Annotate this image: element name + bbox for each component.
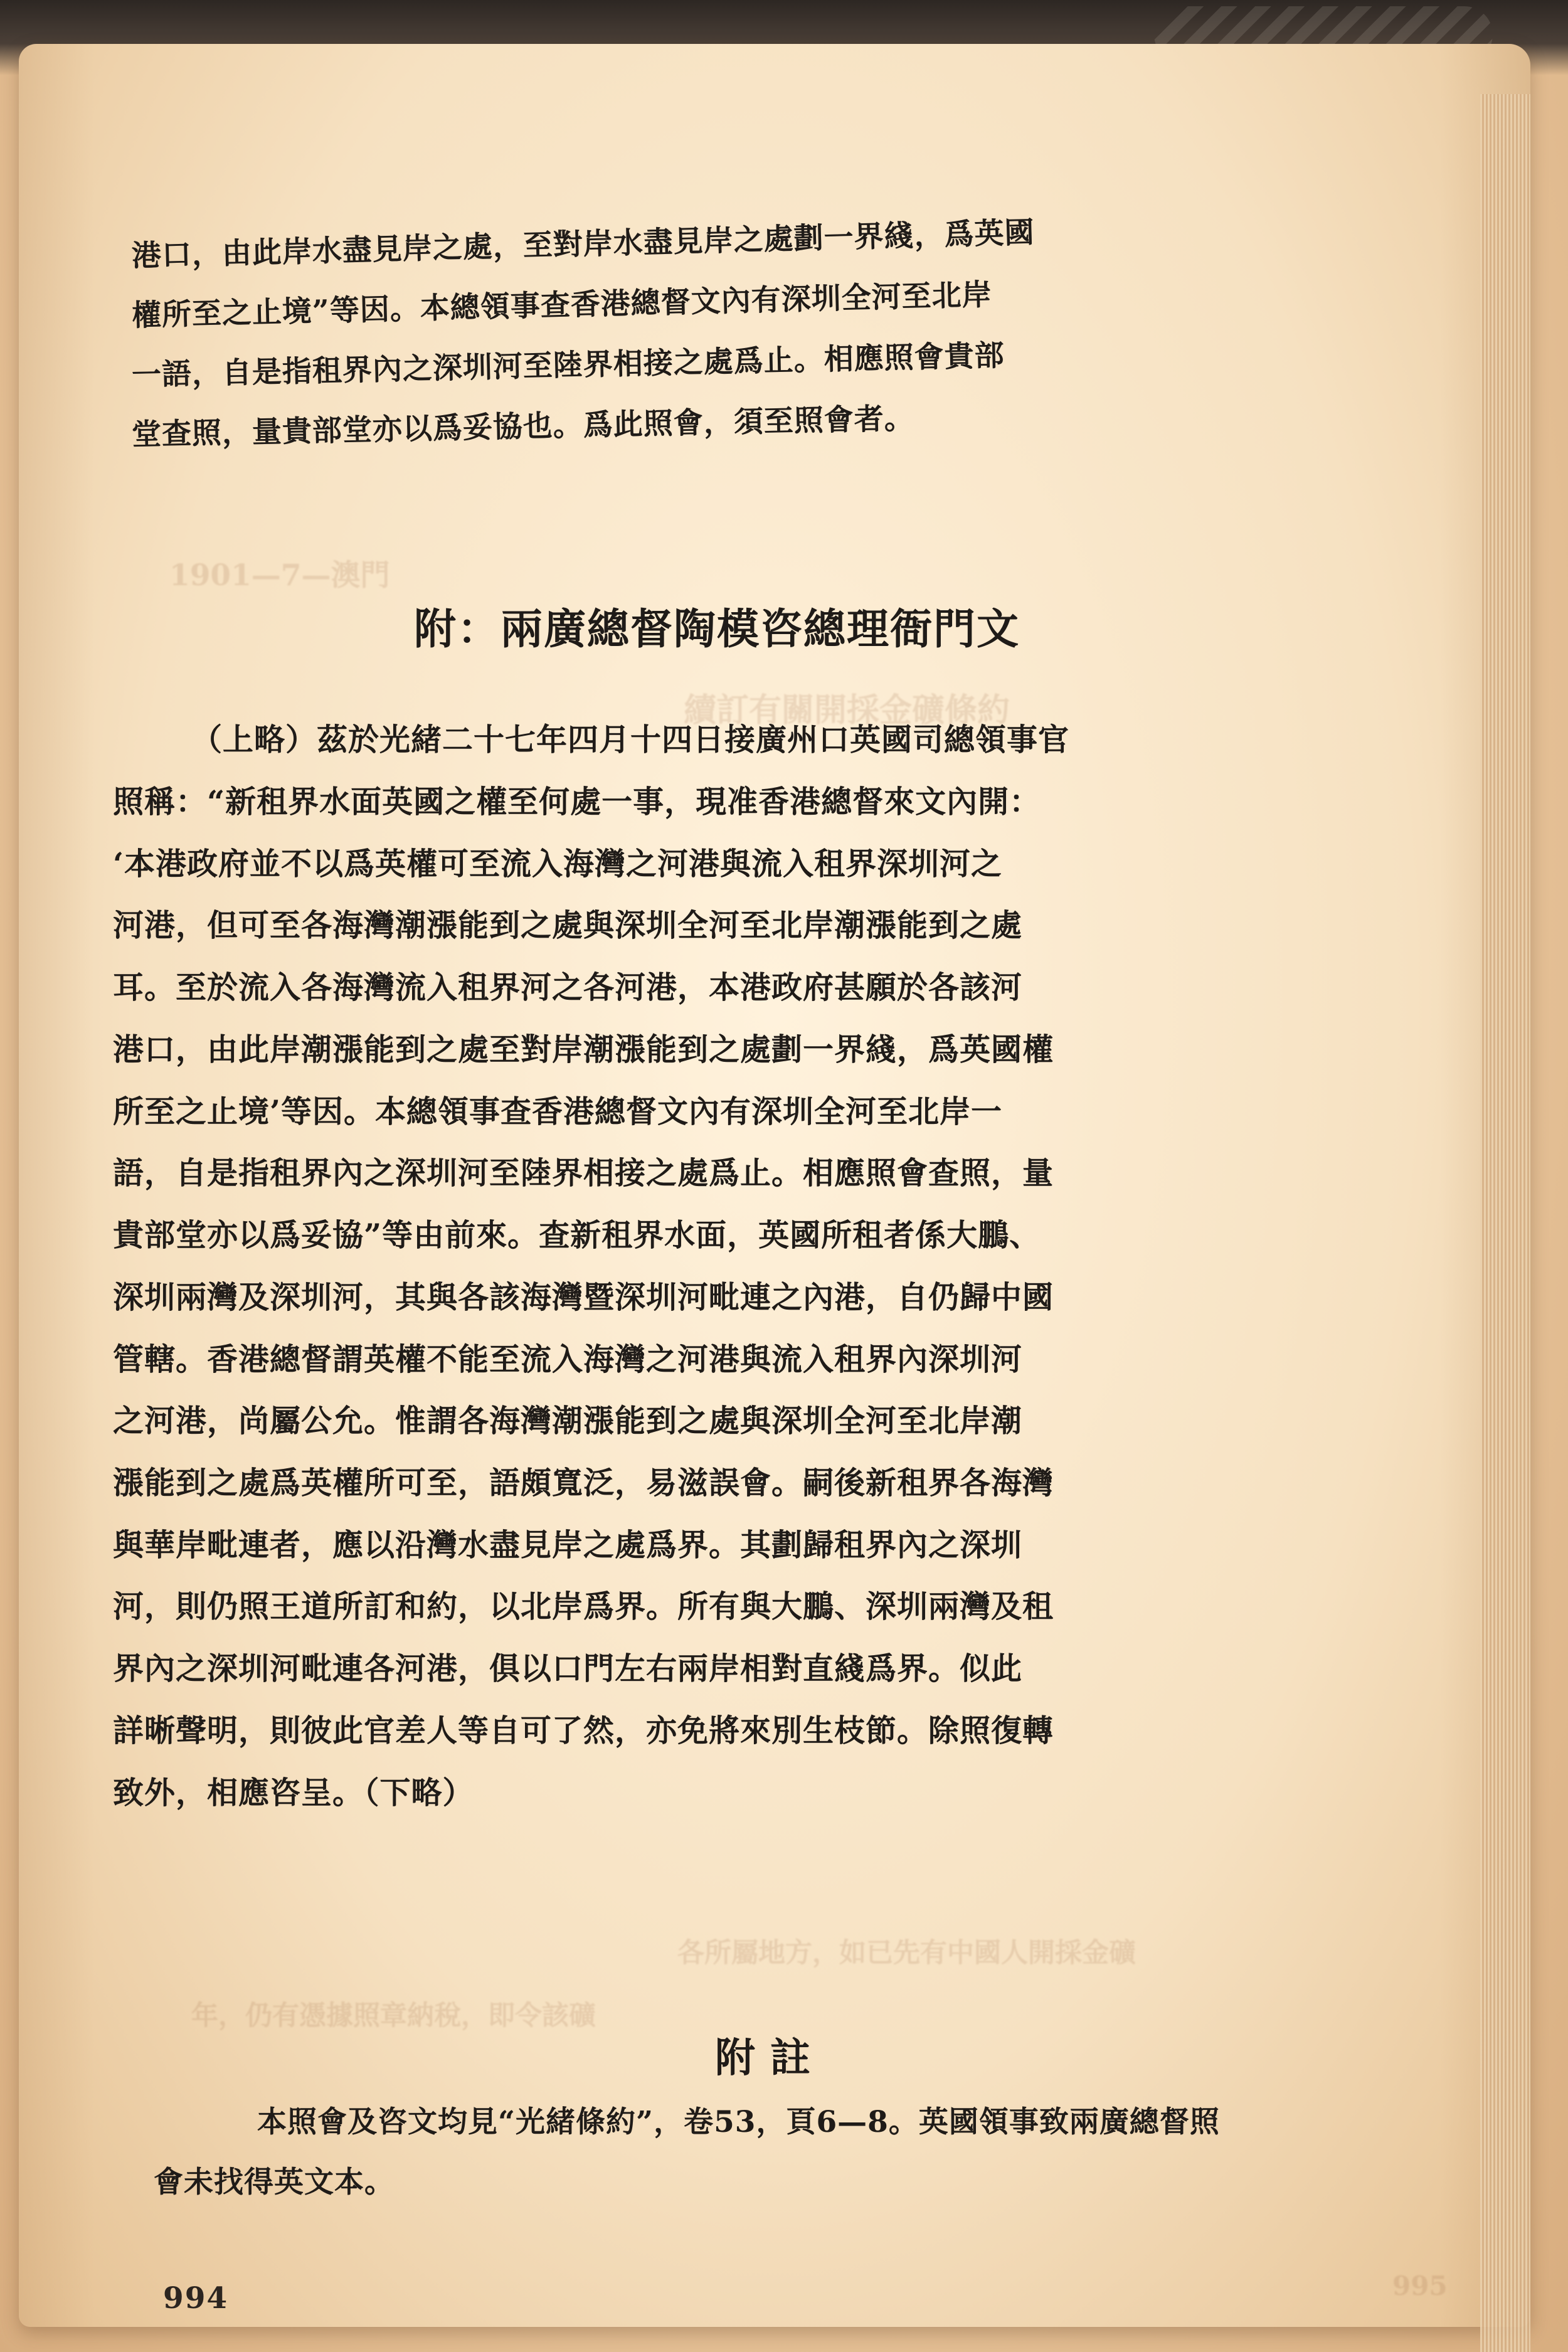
body-line-3: ‘本港政府並不以爲英權可至流入海灣之河港與流入租界深圳河之 — [113, 845, 1003, 882]
body-line-8: 語，自是指租界內之深圳河至陸界相接之處爲止。相應照會查照，量 — [113, 1155, 1054, 1191]
top-line-1: 港口，由此岸水盡見岸之處，至對岸水盡見岸之處劃一界綫，爲英國 — [131, 215, 1036, 273]
page-number: 994 — [163, 2281, 229, 2316]
show-through-page-number: 995 — [1392, 2270, 1448, 2301]
body-line-14: 與華岸毗連者，應以沿灣水盡見岸之處爲界。其劃歸租界內之深圳 — [113, 1527, 1023, 1563]
body-line-7: 所至之止境’等因。本總領事查香港總督文內有深圳全河至北岸一 — [113, 1093, 1003, 1130]
show-through-text: 各所屬地方，如已先有中國人開採金礦 — [677, 1937, 1136, 1969]
body-line-10: 深圳兩灣及深圳河，其與各該海灣暨深圳河毗連之內港，自仍歸中國 — [113, 1279, 1054, 1315]
body-line-5: 耳。至於流入各海灣流入租界河之各河港，本港政府甚願於各該河 — [113, 969, 1023, 1005]
show-through-text: 1901—7—澳門 — [169, 558, 390, 593]
appendix-title: 附：兩廣總督陶模咨總理衙門文 — [414, 604, 1020, 654]
notes-line-2: 會未找得英文本。 — [154, 2165, 395, 2200]
top-line-4: 堂查照，量貴部堂亦以爲妥協也。爲此照會，須至照會者。 — [131, 401, 915, 452]
body-line-12: 之河港，尚屬公允。惟謂各海灣潮漲能到之處與深圳全河至北岸潮 — [113, 1402, 1023, 1439]
body-line-9: 貴部堂亦以爲妥協”等由前來。查新租界水面，英國所租者係大鵬、 — [113, 1217, 1041, 1253]
body-line-13: 漲能到之處爲英權所可至，語頗寬泛，易滋誤會。嗣後新租界各海灣 — [113, 1465, 1054, 1501]
body-line-16: 界內之深圳河毗連各河港，俱以口門左右兩岸相對直綫爲界。似此 — [113, 1650, 1023, 1687]
show-through-text: 年，仍有憑據照章納稅，即令該礦 — [191, 2000, 596, 2032]
notes-title: 附註 — [715, 2035, 825, 2082]
body-line-6: 港口，由此岸潮漲能到之處至對岸潮漲能到之處劃一界綫，爲英國權 — [113, 1031, 1054, 1067]
body-line-4: 河港，但可至各海灣潮漲能到之處與深圳全河至北岸潮漲能到之處 — [113, 907, 1023, 943]
top-line-3: 一語，自是指租界內之深圳河至陸界相接之處爲止。相應照會貴部 — [131, 338, 1005, 393]
body-line-15: 河，則仍照王道所訂和約，以北岸爲界。所有與大鵬、深圳兩灣及租 — [113, 1588, 1054, 1624]
body-line-2: 照稱：“新租界水面英國之權至何處一事，現准香港總督來文內開： — [113, 783, 1041, 820]
body-line-17: 詳晰聲明，則彼此官差人等自可了然，亦免將來別生枝節。除照復轉 — [113, 1712, 1054, 1749]
page-edge — [1480, 94, 1530, 2352]
notes-line-1: 本照會及咨文均見“光緒條約”，卷53，頁6—8。英國領事致兩廣總督照 — [257, 2105, 1220, 2139]
book-page — [19, 44, 1530, 2327]
body-line-1: （上略）茲於光緒二十七年四月十四日接廣州口英國司總領事官 — [191, 721, 1070, 758]
show-through-text: 續訂有關開採金礦條約 — [684, 691, 1010, 729]
body-line-18: 致外，相應咨呈。（下略） — [113, 1774, 474, 1811]
top-line-2: 權所至之止境”等因。本總領事查香港總督文內有深圳全河至北岸 — [131, 277, 993, 333]
body-line-11: 管轄。香港總督謂英權不能至流入海灣之河港與流入租界內深圳河 — [113, 1341, 1023, 1377]
